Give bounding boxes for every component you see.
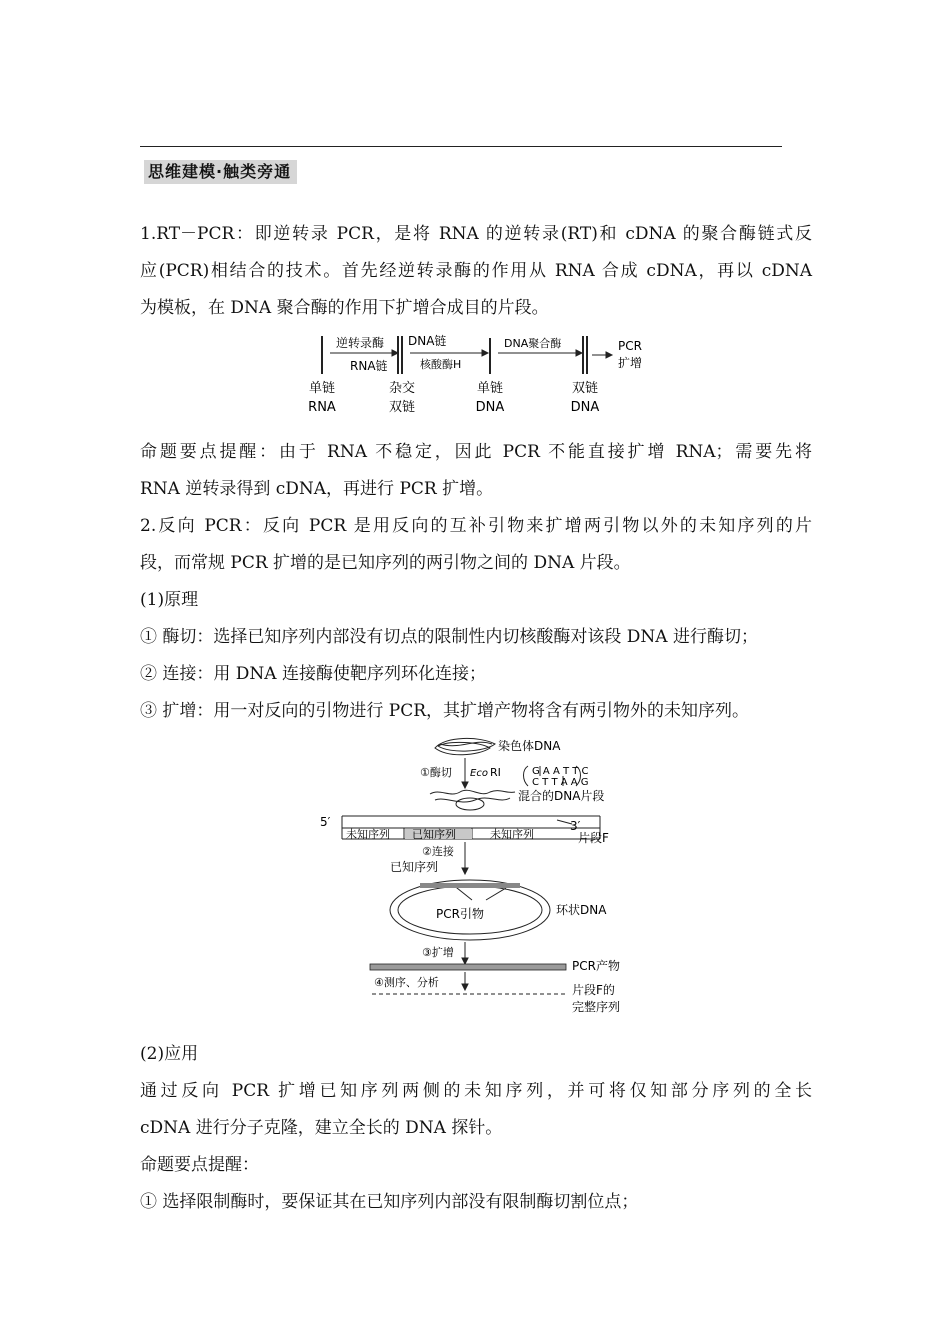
five-prime-label: 5′ [320, 815, 331, 829]
application-line1: 通过反向 PCR 扩增已知序列两侧的未知序列，并可将仅知部分序列的全长 [140, 1081, 812, 1101]
pcr-product-label: PCR产物 [572, 959, 620, 973]
pcr-label-line1: PCR [618, 339, 642, 353]
para2-line2: 段，而常规 PCR 扩增的是已知序列的两引物之间的 DNA 片段。 [140, 553, 631, 573]
primer-label: PCR引物 [436, 907, 484, 921]
pcr-label-line2: 扩增 [618, 356, 643, 370]
application-line2: cDNA 进行分子克隆，建立全长的 DNA 探针。 [140, 1118, 503, 1138]
step4-label: ④测序、分析 [374, 976, 439, 989]
step1-label: ①酶切 [420, 766, 452, 779]
principle-title: (1)原理 [140, 590, 199, 610]
known-label: 已知序列 [412, 828, 456, 841]
three-prime-label: 3′ [570, 819, 581, 833]
label3-a: 单链 [476, 381, 504, 396]
note1-line1: 命题要点提醒：由于 RNA 不稳定，因此 PCR 不能直接扩增 RNA；需要先将 [140, 442, 812, 462]
dna-chain-label: DNA链 [408, 334, 447, 348]
chromosome-dna-icon [435, 738, 495, 754]
unknown-right-label: 未知序列 [490, 828, 534, 841]
label2-b: 双链 [388, 400, 416, 415]
note2-item-1: ① 选择限制酶时，要保证其在已知序列内部没有限制酶切割位点； [140, 1192, 639, 1212]
complete-line2: 完整序列 [572, 1000, 621, 1014]
principle-item-1: ① 酶切：选择已知序列内部没有切点的限制性内切核酸酶对该段 DNA 进行酶切； [140, 627, 758, 647]
principle-item-3: ③ 扩增：用一对反向的引物进行 PCR，其扩增产物将含有两引物外的未知序列。 [140, 701, 750, 721]
circular-dna-label: 环状DNA [556, 903, 607, 917]
step3-label: ③扩增 [422, 946, 454, 959]
note1-line2: RNA 逆转录得到 cDNA，再进行 PCR 扩增。 [140, 479, 494, 499]
enzyme3-label: DNA聚合酶 [504, 337, 562, 350]
label4-b: DNA [570, 400, 600, 415]
unknown-left-label: 未知序列 [346, 828, 390, 841]
enzyme-rest: RⅠ [490, 766, 501, 779]
label1-a: 单链 [308, 381, 336, 396]
enzyme1-label: 逆转录酶 [336, 336, 385, 350]
mixed-fragments-icon [430, 790, 515, 794]
application-title: (2)应用 [140, 1044, 199, 1064]
known-seq-label: 已知序列 [390, 860, 439, 874]
chain1-label: RNA链 [350, 359, 388, 373]
label2-a: 杂交 [388, 381, 416, 396]
note2-title: 命题要点提醒： [140, 1155, 259, 1175]
complete-line1: 片段F的 [572, 983, 615, 997]
enzyme2-label: 核酸酶H [420, 358, 462, 371]
para1-line2: 应(PCR)相结合的技术。首先经逆转录酶的作用从 RNA 合成 cDNA，再以 cDNA [140, 261, 812, 281]
inverse-pcr-diagram [310, 732, 650, 1018]
top-divider [140, 146, 782, 147]
label4-a: 双链 [571, 381, 599, 396]
para1-line1: 1.RT－PCR：即逆转录 PCR，是将 RNA 的逆转录(RT)和 cDNA 的聚合酶链式反 [140, 224, 812, 244]
principle-item-2: ② 连接：用 DNA 连接酶使靶序列环化连接； [140, 664, 486, 684]
enzyme-italic: Eco [470, 768, 488, 779]
seq-top: G A A T T C [532, 766, 589, 777]
label1-b: RNA [308, 400, 336, 415]
fragment-f-label: 片段F [578, 831, 609, 845]
rt-pcr-diagram [300, 330, 660, 422]
para2-line1: 2.反向 PCR：反向 PCR 是用反向的互补引物来扩增两引物以外的未知序列的片 [140, 516, 812, 536]
para1-line3: 为模板，在 DNA 聚合酶的作用下扩增合成目的片段。 [140, 298, 549, 318]
mixed-fragments-label: 混合的DNA片段 [518, 789, 605, 803]
step2-label: ②连接 [422, 845, 454, 858]
chromosome-dna-label: 染色体DNA [498, 739, 561, 753]
section-tag: 思维建模·触类旁通 [144, 160, 297, 184]
label3-b: DNA [475, 400, 505, 415]
seq-bottom: C T T A A G [532, 777, 589, 788]
